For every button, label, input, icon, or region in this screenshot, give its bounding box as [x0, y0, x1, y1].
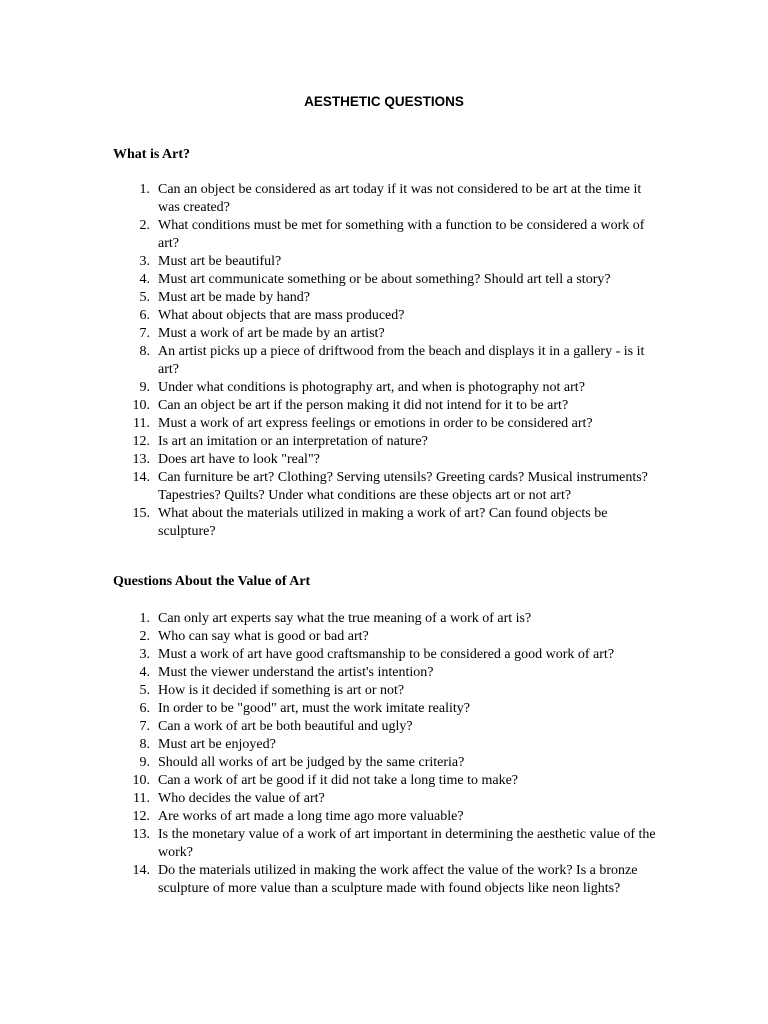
question-list-value-of-art: [0, 610, 768, 898]
list-item: [0, 307, 658, 325]
list-item: [0, 682, 658, 700]
list-item-number: 9.: [139, 755, 150, 770]
list-item: [0, 271, 658, 289]
list-item-number: 13.: [132, 452, 150, 467]
list-item: [0, 433, 658, 451]
list-item-number: 4.: [139, 272, 150, 287]
list-item-number: 9.: [139, 380, 150, 395]
list-item-number: 2.: [139, 218, 150, 233]
list-item-text: Must art communicate something or be about something? Should art tell a story?: [158, 272, 611, 287]
list-item-text: Must the viewer understand the artist's intention?: [158, 665, 434, 680]
list-item-number: 10.: [132, 773, 150, 788]
list-item-number: 1.: [139, 182, 150, 197]
list-item-number: 14.: [132, 470, 150, 485]
list-item-text: Is the monetary value of a work of art important in determining the aesthetic value of the work?: [158, 827, 656, 860]
list-item-text: Must a work of art have good craftsmanship to be considered a good work of art?: [158, 647, 615, 662]
list-item-number: 7.: [139, 326, 150, 341]
list-item: [0, 181, 658, 217]
list-item: [0, 451, 658, 469]
list-item-text: What conditions must be met for something with a function to be considered a work of art?: [158, 218, 645, 251]
list-item-number: 14.: [132, 863, 150, 878]
list-item-number: 4.: [139, 665, 150, 680]
list-item: [0, 397, 658, 415]
list-item-number: 3.: [139, 254, 150, 269]
list-item-number: 5.: [139, 683, 150, 698]
list-item-text: Must a work of art express feelings or emotions in order to be considered art?: [158, 416, 593, 431]
list-item-number: 11.: [133, 416, 150, 431]
list-item: [0, 217, 658, 253]
list-item: [0, 790, 658, 808]
list-item-number: 3.: [139, 647, 150, 662]
list-item: [0, 826, 658, 862]
list-item-number: 12.: [132, 809, 150, 824]
list-item-number: 10.: [132, 398, 150, 413]
section-heading-what-is-art: What is Art?: [113, 147, 190, 162]
list-item: [0, 343, 658, 379]
list-item-text: Can an object be considered as art today if it was not considered to be art at the time it was created?: [158, 182, 642, 215]
list-item-text: Does art have to look "real"?: [158, 452, 320, 467]
list-item: [0, 289, 658, 307]
list-item-text: In order to be "good" art, must the work imitate reality?: [158, 701, 470, 716]
list-item-number: 8.: [139, 344, 150, 359]
list-item: [0, 772, 658, 790]
list-item-text: Can an object be art if the person making it did not intend for it to be art?: [158, 398, 569, 413]
list-item-number: 6.: [139, 308, 150, 323]
list-item-text: Should all works of art be judged by the same criteria?: [158, 755, 465, 770]
list-item: [0, 862, 658, 898]
list-item: [0, 664, 658, 682]
list-item-number: 13.: [132, 827, 150, 842]
list-item-text: Is art an imitation or an interpretation of nature?: [158, 434, 428, 449]
list-item-text: What about the materials utilized in making a work of art? Can found objects be sculpture?: [158, 506, 608, 539]
list-item-text: Who can say what is good or bad art?: [158, 629, 369, 644]
list-item-text: Can only art experts say what the true meaning of a work of art is?: [158, 611, 532, 626]
list-item: [0, 415, 658, 433]
list-item: [0, 736, 658, 754]
page-title: AESTHETIC QUESTIONS: [304, 94, 464, 109]
list-item: [0, 325, 658, 343]
list-item: [0, 646, 658, 664]
list-item-text: Must art be beautiful?: [158, 254, 282, 269]
list-item: [0, 754, 658, 772]
list-item-text: Must art be made by hand?: [158, 290, 311, 305]
list-item-text: How is it decided if something is art or not?: [158, 683, 405, 698]
list-item-number: 12.: [132, 434, 150, 449]
list-item-number: 7.: [139, 719, 150, 734]
list-item: [0, 718, 658, 736]
list-item-text: Who decides the value of art?: [158, 791, 325, 806]
list-item-number: 8.: [139, 737, 150, 752]
list-item-text: Are works of art made a long time ago more valuable?: [158, 809, 464, 824]
list-item-text: Can a work of art be good if it did not take a long time to make?: [158, 773, 519, 788]
list-item: [0, 379, 658, 397]
list-item-text: An artist picks up a piece of driftwood from the beach and displays it in a gallery - is it art?: [158, 344, 645, 377]
section-heading-value-of-art: Questions About the Value of Art: [113, 574, 311, 589]
list-item-text: Must art be enjoyed?: [158, 737, 276, 752]
list-item-text: What about objects that are mass produced?: [158, 308, 405, 323]
list-item-text: Under what conditions is photography art, and when is photography not art?: [158, 380, 585, 395]
list-item-text: Must a work of art be made by an artist?: [158, 326, 385, 341]
list-item-number: 6.: [139, 701, 150, 716]
list-item: [0, 700, 658, 718]
list-item-text: Do the materials utilized in making the work affect the value of the work? Is a bronze sculpture of more value than a sculpture made with found objects like neon lights?: [158, 863, 638, 896]
list-item-number: 2.: [139, 629, 150, 644]
list-item-number: 11.: [133, 791, 150, 806]
list-item: [0, 469, 658, 505]
list-item-number: 5.: [139, 290, 150, 305]
list-item: [0, 505, 658, 541]
list-item-number: 15.: [132, 506, 150, 521]
question-list-what-is-art: [0, 181, 768, 541]
list-item-text: Can furniture be art? Clothing? Serving utensils? Greeting cards? Musical instruments? Tapestries? Quilts? Under what conditions are these objects art or not art?: [158, 470, 648, 503]
list-item-number: 1.: [139, 611, 150, 626]
list-item-text: Can a work of art be both beautiful and ugly?: [158, 719, 413, 734]
list-item: [0, 628, 658, 646]
list-item: [0, 253, 658, 271]
list-item: [0, 610, 658, 628]
list-item: [0, 808, 658, 826]
